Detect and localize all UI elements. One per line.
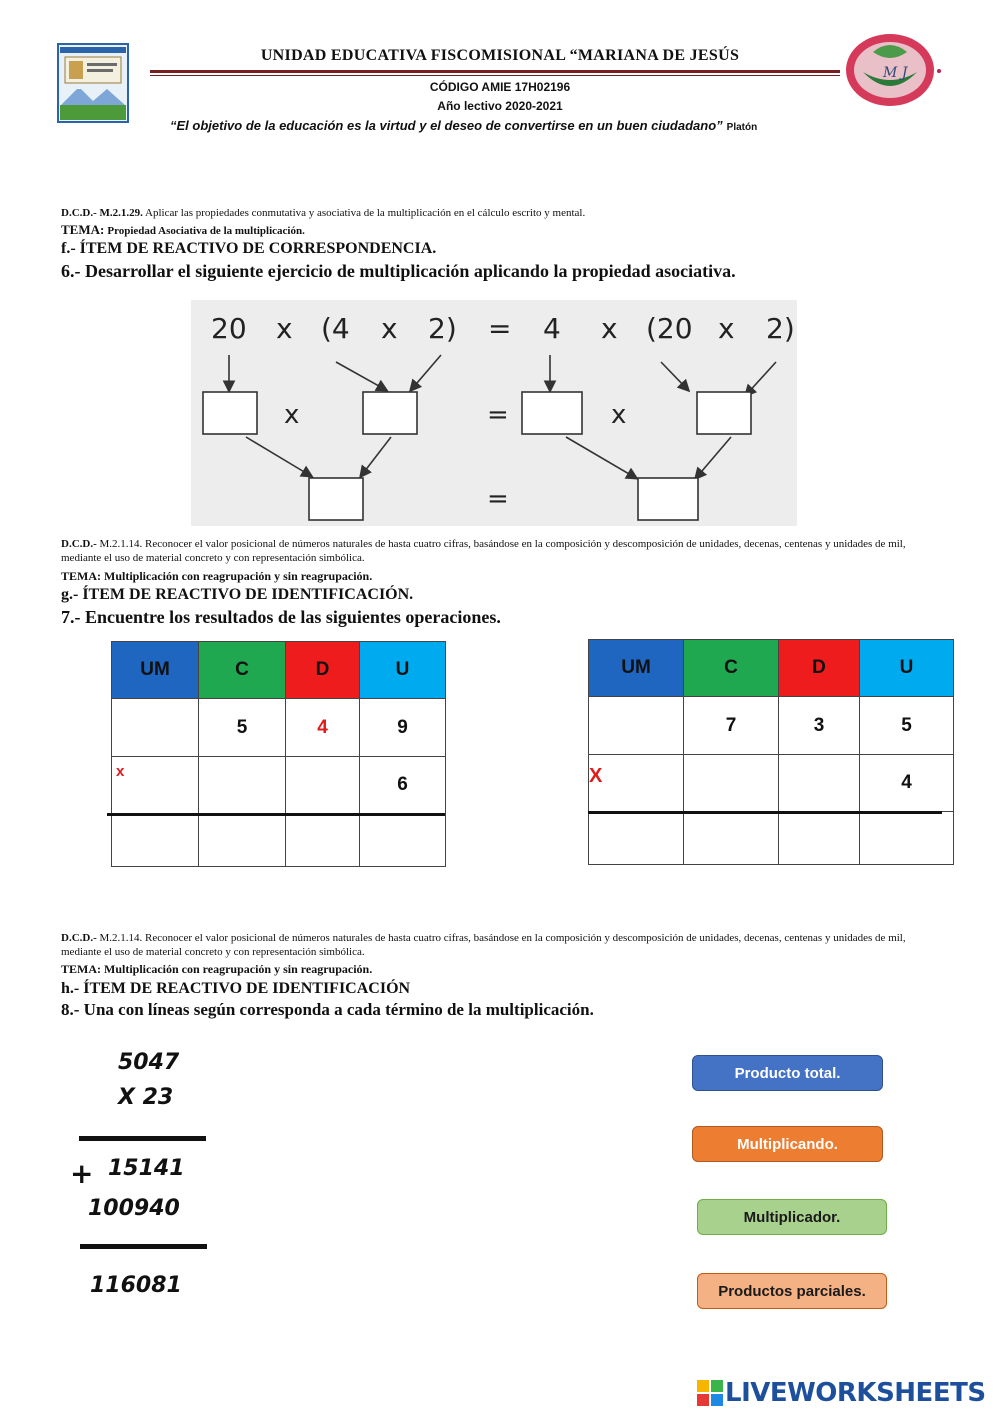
box-left-result <box>309 478 363 520</box>
tema-1-label: TEMA: <box>61 222 105 237</box>
header-u: U <box>860 640 954 697</box>
tema-2: TEMA: Multiplicación con reagrupación y sin reagrupación. <box>61 569 373 583</box>
t2-r1-d: 3 <box>779 697 860 755</box>
header-d: D <box>286 642 360 699</box>
mid-op-right: x <box>611 400 627 430</box>
dcd-2-label: D.C.D.- <box>61 538 97 550</box>
t1-answer-c[interactable] <box>199 814 286 867</box>
expr-l-a: 20 <box>211 312 247 345</box>
box-left-1 <box>203 392 257 434</box>
table-2-result-line <box>588 811 942 814</box>
t2-r1-u: 5 <box>860 697 954 755</box>
arrow-right-2 <box>746 362 776 395</box>
dcd-3-text: M.2.1.14. Reconocer el valor posicional de números naturales de hasta cuatro cifras, basándose en la composición y descomposición de unidades, decenas, centenas y unidades de mil, mediante el uso de material concreto y con representación simbólica. <box>61 932 906 958</box>
arrow-right-down-b <box>696 437 731 478</box>
bottom-eq: = <box>487 484 509 514</box>
associative-diagram <box>191 300 797 526</box>
dcd-2 <box>61 537 941 565</box>
label-producto-total[interactable]: Producto total. <box>692 1055 883 1091</box>
t1-answer-u[interactable] <box>360 814 446 867</box>
school-name: UNIDAD EDUCATIVA FISCOMISIONAL “MARIANA DE JESÚS <box>260 47 740 64</box>
expr-eq: = <box>488 312 512 345</box>
arrow-left-down-a <box>246 437 311 476</box>
t1-r1-u: 9 <box>360 699 446 757</box>
box-right-1 <box>522 392 582 434</box>
multiplication-line-2 <box>80 1244 207 1249</box>
expr-l-close: 2) <box>428 312 457 345</box>
t1-times-sign: x <box>116 763 125 780</box>
brand-text: LIVEWORKSHEETS <box>725 1378 986 1408</box>
question-8: 8.- Una con líneas según corresponda a cada término de la multiplicación. <box>61 1000 594 1019</box>
dcd-3-label: D.C.D.- <box>61 932 97 944</box>
box-right-2 <box>697 392 751 434</box>
expr-l-open: (4 <box>321 312 350 345</box>
label-productos-parciales[interactable]: Productos parciales. <box>697 1273 887 1309</box>
question-7: 7.- Encuentre los resultados de las siguientes operaciones. <box>61 607 501 627</box>
liveworksheets-brand[interactable] <box>697 1377 986 1409</box>
dcd-1 <box>61 206 585 220</box>
dcd-1-text: Aplicar las propiedades conmutativa y asociativa de la multiplicación en el cálculo escrito y mental. <box>145 207 586 219</box>
total-product: 116081 <box>90 1273 182 1298</box>
t2-times-sign: X <box>589 765 603 787</box>
t2-r1-um <box>589 697 684 755</box>
expr-r-op2: x <box>718 312 735 345</box>
svg-text:M J: M J <box>883 65 908 81</box>
t2-answer-u[interactable] <box>860 812 954 865</box>
header-c: C <box>684 640 779 697</box>
label-multiplicando[interactable]: Multiplicando. <box>692 1126 883 1162</box>
t1-r1-d: 4 <box>286 699 360 757</box>
t1-r2-u: 6 <box>360 757 446 814</box>
t1-r2-d <box>286 757 360 814</box>
quote-author: Platón <box>726 122 758 133</box>
expr-l-op2: x <box>381 312 398 345</box>
partial-product-2: 100940 <box>88 1196 180 1221</box>
header-um: UM <box>589 640 684 697</box>
expr-l-op1: x <box>276 312 293 345</box>
item-h: h.- ÍTEM DE REACTIVO DE IDENTIFICACIÓN <box>61 980 411 997</box>
place-value-table-2 <box>588 639 954 865</box>
header-d: D <box>779 640 860 697</box>
t1-r2-um <box>112 757 199 814</box>
box-right-result <box>638 478 698 520</box>
header-divider-thin <box>150 75 840 76</box>
mid-eq: = <box>487 400 509 430</box>
multiplier: X 23 <box>118 1085 174 1110</box>
item-g: g.- ÍTEM DE REACTIVO DE IDENTIFICACIÓN. <box>61 586 414 603</box>
expr-r-close: 2) <box>766 312 795 345</box>
amie-code: CÓDIGO AMIE 17H02196 <box>429 80 571 94</box>
tema-1 <box>61 222 305 238</box>
multiplicand: 5047 <box>118 1050 180 1075</box>
t1-answer-um[interactable] <box>112 814 199 867</box>
place-value-table-1 <box>111 641 446 867</box>
expr-r-a: 4 <box>543 312 561 345</box>
header-c: C <box>199 642 286 699</box>
t2-r2-c <box>684 755 779 812</box>
t2-answer-d[interactable] <box>779 812 860 865</box>
school-emblem-logo <box>843 30 943 108</box>
t2-r2-d <box>779 755 860 812</box>
dcd-2-text: M.2.1.14. Reconocer el valor posicional de números naturales de hasta cuatro cifras, basándose en la composición y descomposición de unidades, decenas, centenas y unidades de mil, mediante el uso de material concreto y con representación simbólica. <box>61 538 906 564</box>
multiplication-line-1 <box>79 1136 206 1141</box>
t2-answer-um[interactable] <box>589 812 684 865</box>
label-multiplicador[interactable]: Multiplicador. <box>697 1199 887 1235</box>
school-emblem-icon <box>843 30 943 108</box>
dcd-3 <box>61 931 941 959</box>
t1-answer-d[interactable] <box>286 814 360 867</box>
header-divider <box>150 70 840 73</box>
dcd-1-label: D.C.D.- M.2.1.29. <box>61 207 143 219</box>
table-1-result-line <box>107 813 445 816</box>
t2-r2-u: 4 <box>860 755 954 812</box>
diagram-expression <box>191 312 797 352</box>
t1-r2-c <box>199 757 286 814</box>
tema-3: TEMA: Multiplicación con reagrupación y sin reagrupación. <box>61 962 373 976</box>
partial-product-1: 15141 <box>108 1156 185 1181</box>
t1-r1-c: 5 <box>199 699 286 757</box>
arrow-left-down-b <box>361 437 391 476</box>
box-left-2 <box>363 392 417 434</box>
t2-r1-c: 7 <box>684 697 779 755</box>
mid-op-left: x <box>284 400 300 430</box>
t1-r1-um <box>112 699 199 757</box>
tema-1-text: Propiedad Asociativa de la multiplicación. <box>107 225 305 237</box>
t2-r2-um <box>589 755 684 812</box>
question-6: 6.- Desarrollar el siguiente ejercicio de multiplicación aplicando la propiedad asociativa. <box>61 261 736 281</box>
t2-answer-c[interactable] <box>684 812 779 865</box>
arrow-right-20 <box>661 362 688 390</box>
school-year: Año lectivo 2020-2021 <box>437 99 563 113</box>
quote-text: “El objetivo de la educación es la virtud y el deseo de convertirse en un buen ciudadano” <box>170 118 723 133</box>
item-f: f.- ÍTEM DE REACTIVO DE CORRESPONDENCIA. <box>61 240 437 257</box>
arrow-left-4 <box>336 362 386 390</box>
header-u: U <box>360 642 446 699</box>
expr-r-open: (20 <box>646 312 693 345</box>
header-um: UM <box>112 642 199 699</box>
arrow-right-down-a <box>566 437 636 478</box>
header-quote <box>170 118 757 133</box>
expr-r-op1: x <box>601 312 618 345</box>
liveworksheets-logo-icon <box>697 1380 723 1406</box>
arrow-left-2 <box>411 355 441 390</box>
plus-sign: + <box>70 1157 94 1190</box>
